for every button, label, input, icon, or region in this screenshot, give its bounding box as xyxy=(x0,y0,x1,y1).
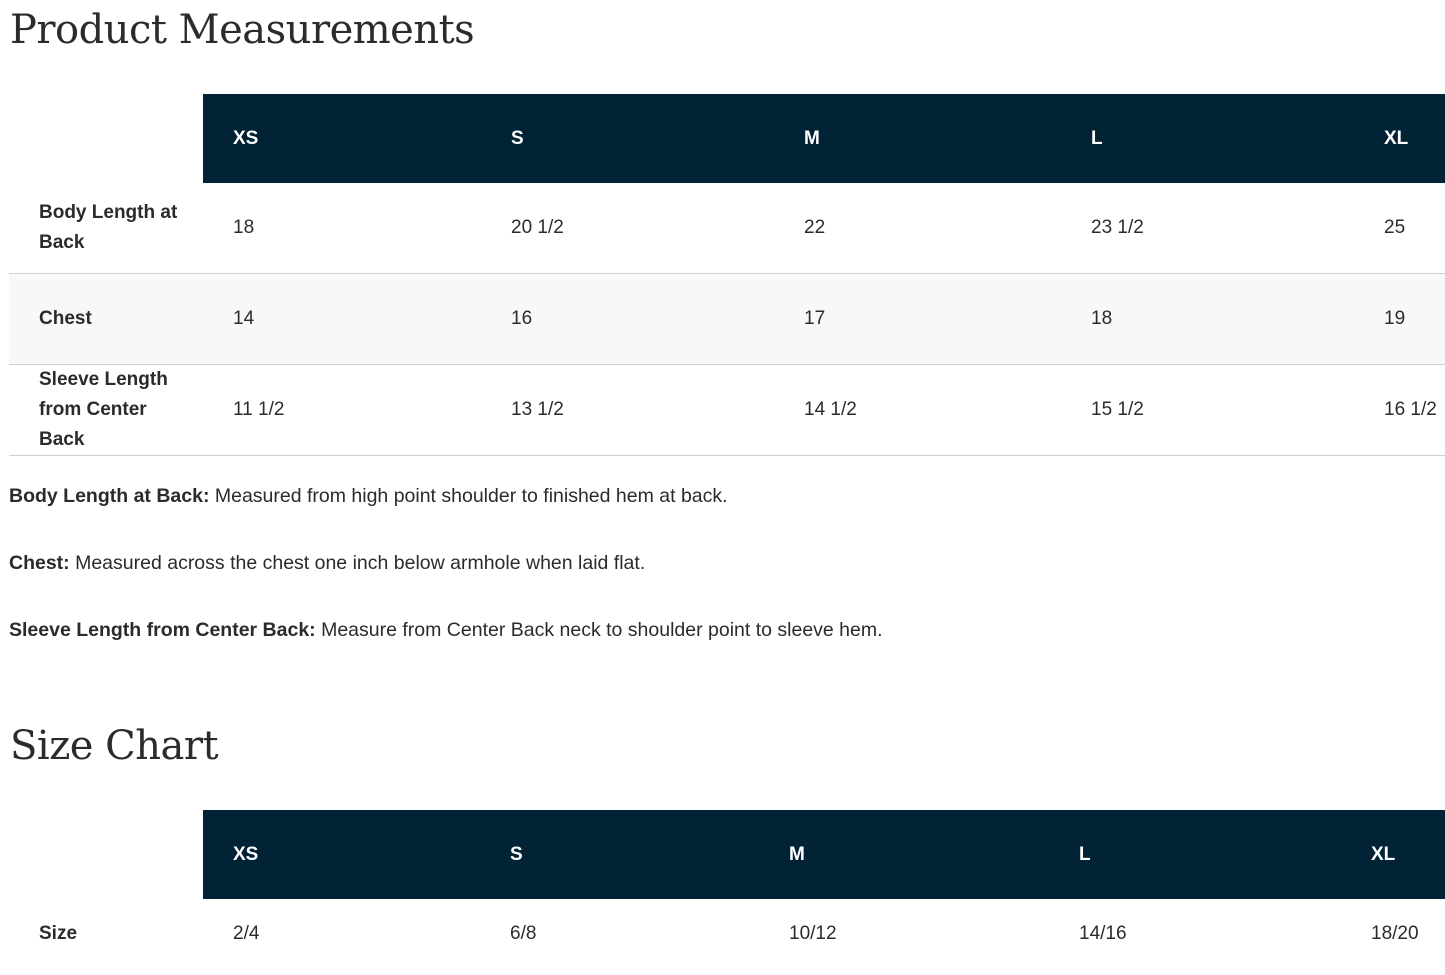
table-cell: 10/12 xyxy=(789,923,837,944)
table-row-chest xyxy=(9,274,1445,365)
row-label: Body Length at Back xyxy=(9,183,203,274)
table-cell: 22 xyxy=(774,183,1061,274)
size-chart-title: Size Chart xyxy=(10,723,219,769)
table-cell: 6/8 xyxy=(510,923,537,944)
table-cell: 17 xyxy=(774,274,1061,365)
size-chart-table xyxy=(9,810,1445,969)
definition-text: Measured from high point shoulder to finished hem at back. xyxy=(209,485,728,507)
table-row-size xyxy=(9,899,1445,969)
table-cell: 18 xyxy=(203,183,481,274)
header-corner xyxy=(9,810,203,899)
table-header-row xyxy=(9,810,1445,899)
table-cell: 25 xyxy=(1354,183,1445,274)
table-cell: 13 1/2 xyxy=(481,365,774,456)
table-cell: 2/4 xyxy=(233,923,260,944)
product-measurements-title: Product Measurements xyxy=(10,7,475,53)
definition-text: Measured across the chest one inch below armhole when laid flat. xyxy=(69,552,646,574)
table-cell: 11 1/2 xyxy=(203,365,481,456)
definition-sleeve-length xyxy=(9,618,1409,643)
table-cell: 16 1/2 xyxy=(1354,365,1445,456)
definition-text: Measure from Center Back neck to shoulder point to sleeve hem. xyxy=(315,619,883,641)
measurement-definitions xyxy=(9,484,1409,685)
header-size-s: S xyxy=(480,810,759,899)
definition-term: Body Length at Back: xyxy=(9,485,210,507)
table-cell: 19 xyxy=(1354,274,1445,365)
row-label: Size xyxy=(39,923,78,944)
header-size-l: L xyxy=(1049,810,1341,899)
table-cell: 16 xyxy=(481,274,774,365)
header-size-xs: XS xyxy=(203,94,481,183)
header-size-l: L xyxy=(1061,94,1354,183)
table-row-body-length xyxy=(9,183,1445,274)
header-size-m: M xyxy=(774,94,1061,183)
table-cell: 15 1/2 xyxy=(1061,365,1354,456)
table-cell: 23 1/2 xyxy=(1061,183,1354,274)
header-size-s: S xyxy=(481,94,774,183)
header-size-xl: XL xyxy=(1341,810,1445,899)
header-size-m: M xyxy=(759,810,1049,899)
table-cell: 18 xyxy=(1061,274,1354,365)
header-size-xl: XL xyxy=(1354,94,1445,183)
table-cell: 20 1/2 xyxy=(481,183,774,274)
definition-term: Chest: xyxy=(9,552,70,574)
row-label: Chest xyxy=(9,274,203,365)
table-cell: 14/16 xyxy=(1079,923,1127,944)
table-cell: 14 1/2 xyxy=(774,365,1061,456)
definition-body-length xyxy=(9,484,1409,509)
definition-chest xyxy=(9,551,1409,576)
product-measurements-table xyxy=(9,94,1445,456)
table-cell: 14 xyxy=(203,274,481,365)
header-corner xyxy=(9,94,203,183)
table-row-sleeve-length xyxy=(9,365,1445,456)
header-size-xs: XS xyxy=(203,810,480,899)
row-label: Sleeve Length from Center Back xyxy=(9,365,203,456)
table-cell: 18/20 xyxy=(1371,923,1419,944)
table-header-row xyxy=(9,94,1445,183)
definition-term: Sleeve Length from Center Back: xyxy=(9,619,316,641)
